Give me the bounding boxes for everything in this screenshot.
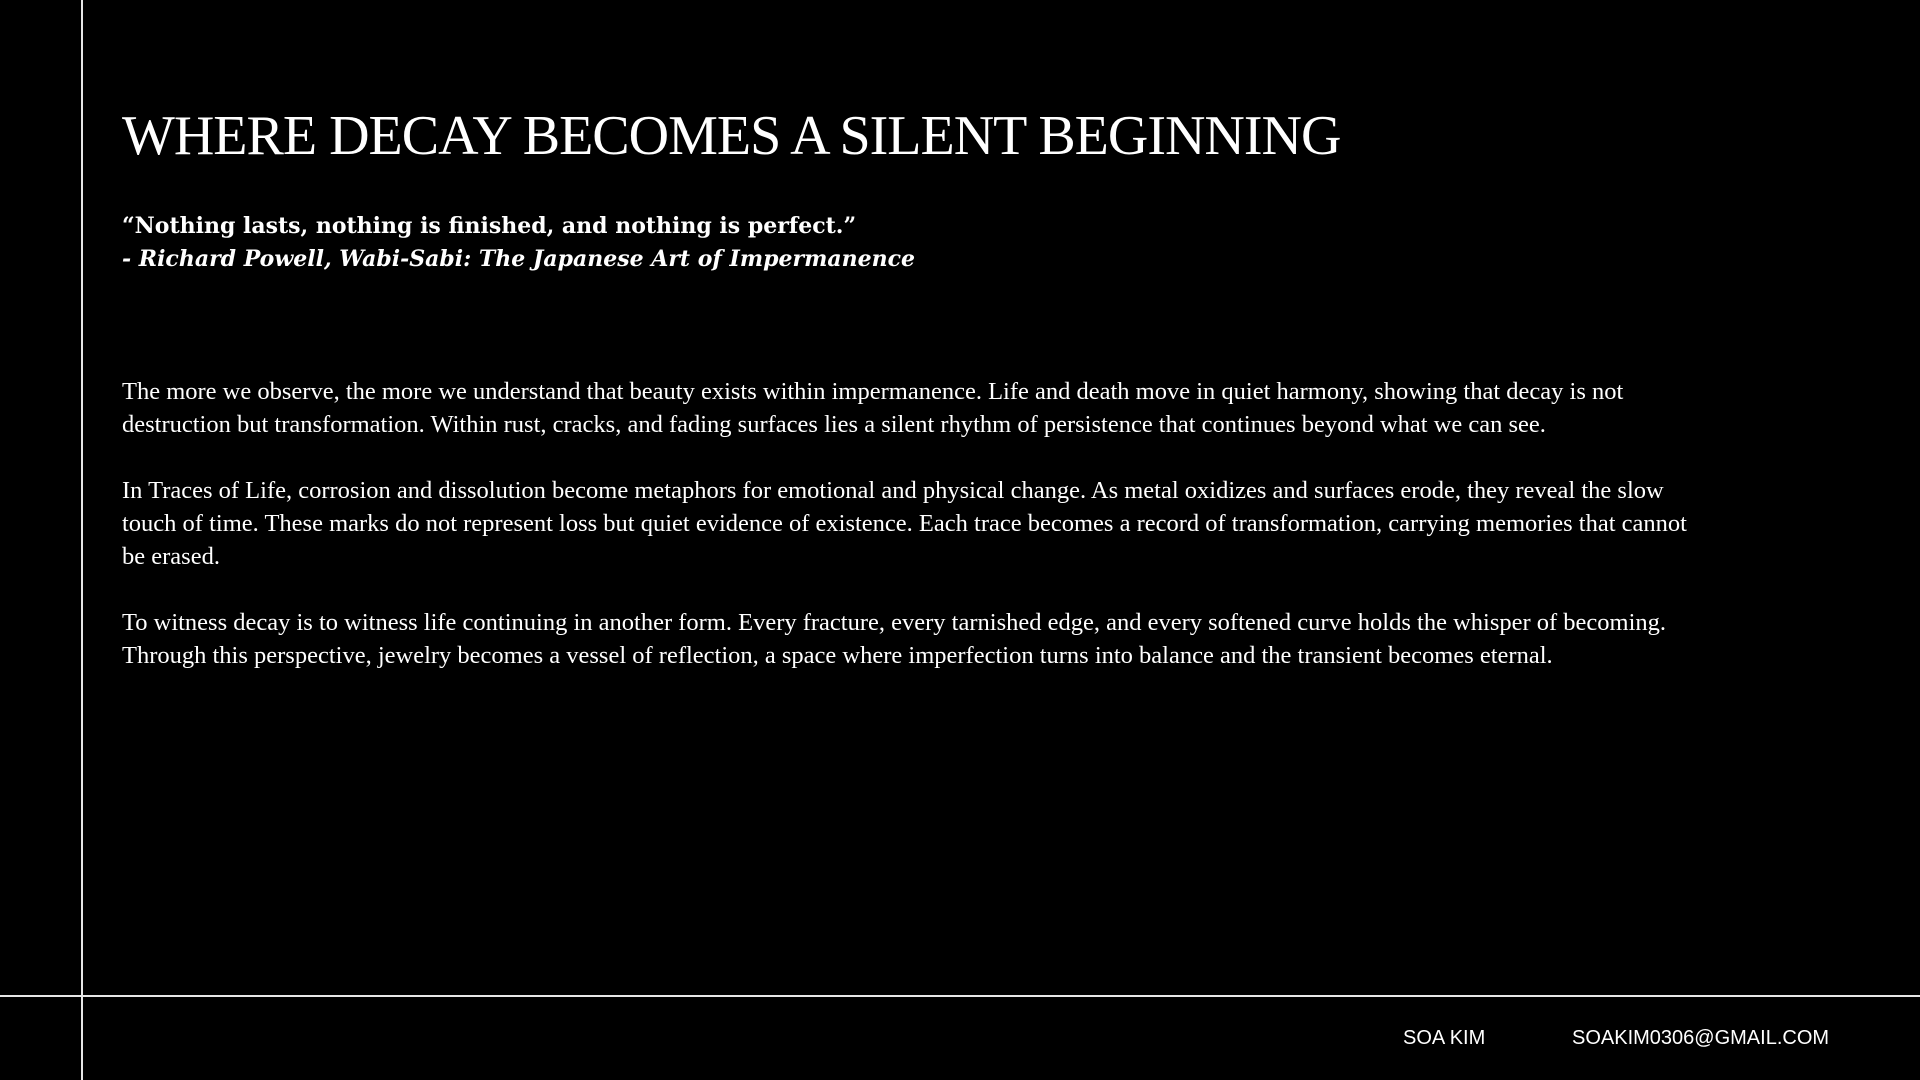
- footer-author-name: SOA KIM: [1403, 1027, 1486, 1049]
- epigraph-quote: [122, 210, 1222, 276]
- quote-text: “Nothing lasts, nothing is finished, and nothing is perfect.”: [122, 213, 857, 239]
- footer-email: SOAKIM0306@GMAIL.COM: [1572, 1027, 1830, 1049]
- page-title: WHERE DECAY BECOMES A SILENT BEGINNING: [122, 105, 1341, 167]
- paragraph-3: To witness decay is to witness life continuing in another form. Every fracture, every tarnished edge, and every softened curve holds the whisper of becoming. Through this perspective, jewelry becomes a vessel of reflection, a space where imperfection turns into balance and the transient becomes eternal.: [122, 609, 1667, 669]
- paragraph-2: In Traces of Life, corrosion and dissolution become metaphors for emotional and physical change. As metal oxidizes and surfaces erode, they reveal the slow touch of time. These marks do not represent loss but quiet evidence of existence. Each trace becomes a record of transformation, carrying memories that cannot be erased.: [122, 477, 1687, 570]
- horizontal-rule: [0, 995, 1920, 997]
- quote-attribution: - Richard Powell, Wabi-Sabi: The Japanese Art of Impermanence: [122, 246, 915, 272]
- vertical-rule: [81, 0, 83, 1080]
- body-text: [122, 375, 1712, 705]
- paragraph-1: The more we observe, the more we understand that beauty exists within impermanence. Life and death move in quiet harmony, showing that decay is not destruction but transformation. Within rust, cracks, and fading surfaces lies a silent rhythm of persistence that continues beyond what we can see.: [122, 378, 1624, 438]
